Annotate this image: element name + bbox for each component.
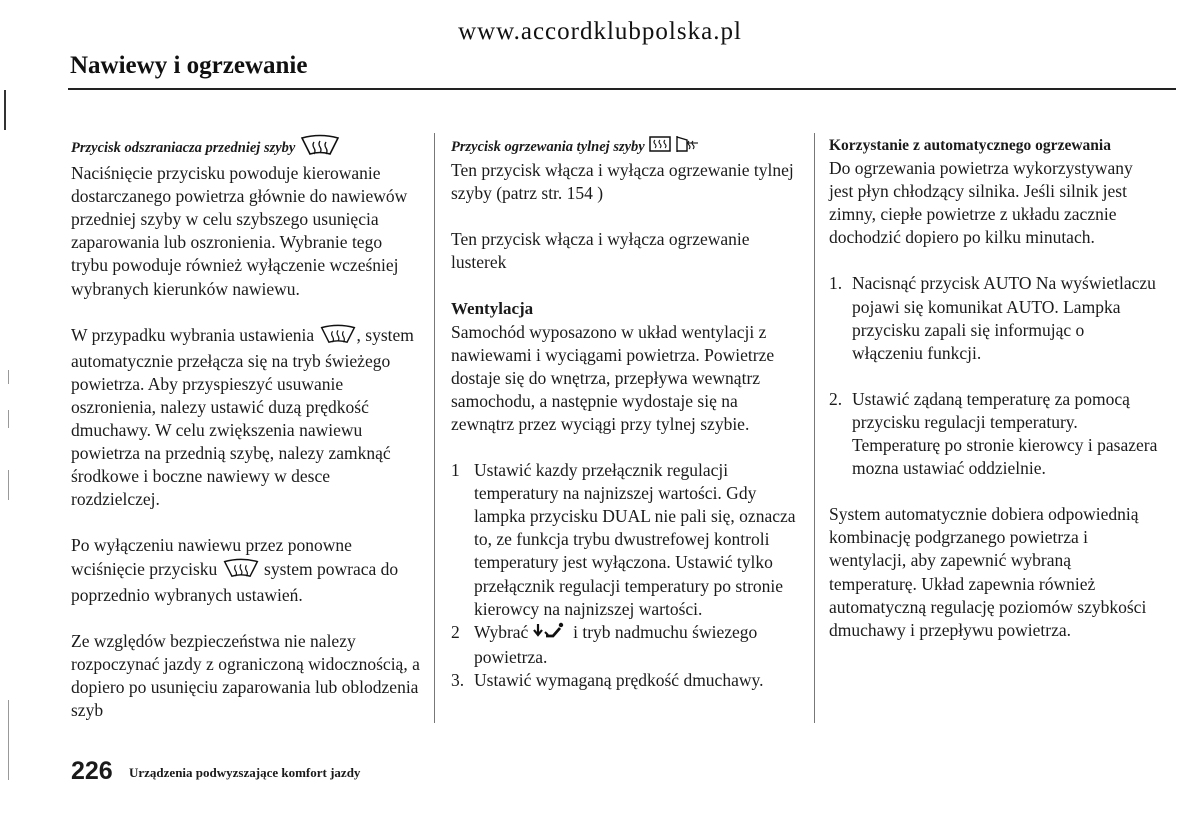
chapter-footer: Urządzenia podwyzszające komfort jazdy [129, 765, 361, 780]
auto-heating-heading: Korzystanie z automatycznego ogrzewania [829, 137, 1111, 154]
ventilation-paragraph: Samochód wyposazono w układ wentylacji z nawiewami i wyciągami powietrza. Powietrze dostaje się do wnętrza, przepływa wewnątrz samochodu, a następnie wydostaje się na zewnątrz przez wyciągi przy tylnej szybie. [451, 321, 775, 434]
defrost-off-paragraph: Po wyłączeniu nawiewu przez ponowne wciśnięcie przycisku system powraca do poprzednio wybranych ustawień. [71, 535, 399, 605]
front-defrost-icon [222, 558, 260, 584]
ventilation-heading: Wentylacja [451, 299, 534, 319]
rear-defrost-heading: Przycisk ogrzewania tylnej szyby [451, 134, 801, 159]
fresh-air-mode-icon [533, 622, 569, 646]
list-item: 2. Ustawić ządaną temperaturę za pomocą przycisku regulacji temperatury. Temperaturę po stronie kierowcy i pasazera mozna ustawiać oddzielnie. [829, 388, 1158, 479]
front-defrost-mode-paragraph: W przypadku wybrania ustawienia , system automatycznie przełącza się na tryb świeżego powietrza. Aby przyspieszyć usuwanie oszronienia, nalezy ustawić duzą prędkość dmuchawy. W celu zwiększenia nawiewu powietrza na przednią szybę, nalezy zamknąć środkowe i boczne nawiewy w desce rozdzielczej. [71, 324, 414, 510]
list-item: 2 Wybrać i tryb nadmuchu świezego powietrza. [451, 621, 758, 667]
front-defrost-icon [319, 324, 357, 350]
scan-tick [8, 370, 9, 384]
safety-paragraph: Ze względów bezpieczeństwa nie nalezy rozpoczynać jazdy z ograniczoną widocznością, a dopiero po usunięciu zaparowania lub oblodzenia szyb [71, 630, 420, 720]
scan-tick [8, 470, 9, 500]
scan-tick [8, 700, 9, 780]
column-rear-defrost [451, 134, 801, 692]
page-number: 226 [71, 757, 113, 785]
scan-margin-mark [4, 90, 6, 130]
column-front-defrost [71, 134, 423, 722]
auto-heating-steps [829, 272, 1159, 480]
auto-heating-paragraph: Do ogrzewania powietrza wykorzystywany jest płyn chłodzący silnika. Jeśli silnik jest zimny, ciepłe powietrze z układu zacznie dochodzić dopiero po kilku minutach. [829, 158, 1133, 248]
rear-defrost-paragraph: Ten przycisk włącza i wyłącza ogrzewanie tylnej szyby (patrz str. 154 ) [451, 160, 794, 204]
section-title: Nawiewy i ogrzewanie [70, 52, 308, 79]
front-defrost-icon [300, 134, 340, 162]
list-item: 1 Ustawić kazdy przełącznik regulacji temperatury na najnizszej wartości. Gdy lampka przycisku DUAL nie pali się, oznacza to, ze funkcja trybu dwustrefowej kontroli temperatury jest wyłączona. Ustawić tylko przełącznik regulacji temperatury po stronie kierowcy na najnizszej wartości. [451, 460, 796, 619]
header-rule [68, 88, 1176, 90]
ventilation-steps [451, 459, 801, 692]
list-item: 3. Ustawić wymaganą prędkość dmuchawy. [451, 669, 764, 690]
front-defrost-paragraph: Naciśnięcie przycisku powoduje kierowanie dostarczanego powietrza głównie do nawiewów przedniej szyby w celu szybszego usunięcia zaparowania lub oszronienia. Wybranie tego trybu powoduje również wyłączenie wcześniej wybranych kierunków nawiewu. [71, 163, 408, 299]
list-item: 1. Nacisnąć przycisk AUTO Na wyświetlaczu pojawi się komunikat AUTO. Lampka przycisku zapali się informując o włączeniu funkcji. [829, 273, 1156, 363]
auto-system-paragraph: System automatycznie dobiera odpowiednią kombinację podgrzanego powietrza i wentylacji, aby zapewnić wybraną temperaturę. Układ zapewnia również automatyczną regulację poziomów szybkości dmuchawy i przepływu powietrza. [829, 504, 1147, 640]
column-divider [434, 133, 435, 723]
mirror-heater-icon [675, 135, 699, 159]
column-divider [814, 133, 815, 723]
mirror-heater-paragraph: Ten przycisk włącza i wyłącza ogrzewanie lusterek [451, 229, 750, 273]
rear-defrost-icon [649, 135, 671, 159]
front-defrost-heading: Przycisk odszraniacza przedniej szyby [71, 134, 423, 162]
site-url: www.accordklubpolska.pl [458, 18, 742, 45]
column-auto-heating [829, 134, 1159, 642]
scan-tick [8, 410, 9, 428]
